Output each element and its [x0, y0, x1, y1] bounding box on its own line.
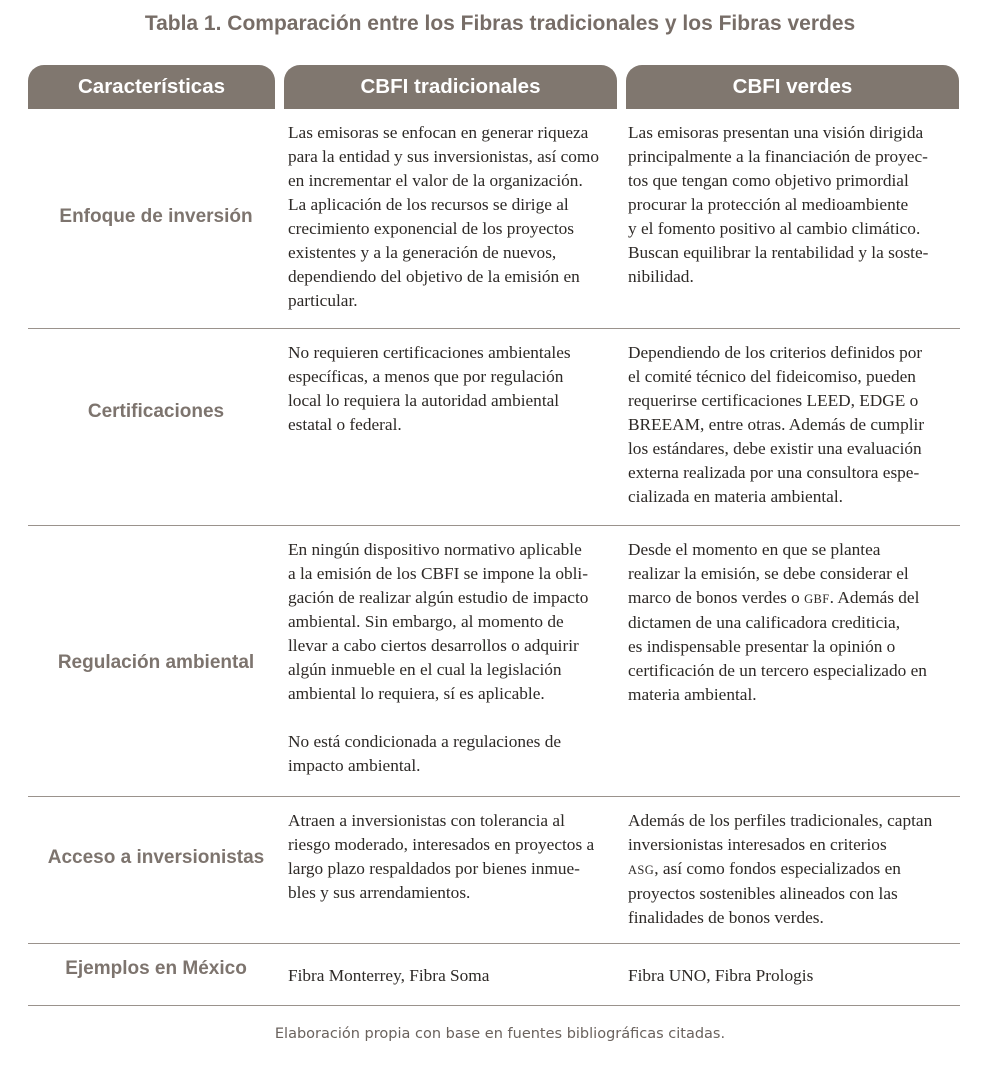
paragraph-gap	[288, 706, 618, 730]
text-line: específicas, a menos que por regulación	[288, 367, 564, 386]
cell-traditional-enfoque	[288, 121, 618, 313]
source-note: Elaboración propia con base en fuentes bibliográficas citadas.	[274, 1026, 726, 1042]
text-line: Fibra Monterrey, Fibra Soma	[288, 966, 490, 985]
header-cbfi-verdes: CBFI verdes	[626, 65, 959, 109]
text-line: tos que tengan como objetivo primordial	[628, 171, 909, 190]
text-line: llevar a cabo ciertos desarrollos o adquirir	[288, 636, 579, 655]
text-line: riesgo moderado, interesados en proyectos a	[288, 835, 595, 854]
row-label-acceso: Acceso a inversionistas	[47, 847, 265, 868]
text-line: No está condicionada a regulaciones de	[288, 732, 562, 751]
text-line: estatal o federal.	[288, 415, 402, 434]
cell-traditional-acceso	[288, 809, 618, 905]
text-line: particular.	[288, 291, 358, 310]
cell-green-enfoque	[628, 121, 958, 289]
text-line: procurar la protección al medioambiente	[628, 195, 909, 214]
cell-green-ejemplos	[628, 964, 958, 988]
text-line: No requieren certificaciones ambientales	[288, 343, 571, 362]
text-line: impacto ambiental.	[288, 756, 421, 775]
text-fragment: . Además del	[829, 588, 920, 607]
text-line: es indispensable presentar la opinión o	[628, 637, 896, 656]
text-line: los estándares, debe existir una evaluación	[628, 439, 922, 458]
table-row	[28, 797, 960, 944]
text-line: materia ambiental.	[628, 685, 757, 704]
text-line: nibilidad.	[628, 267, 694, 286]
row-label-certificaciones: Certificaciones	[87, 401, 225, 422]
text-line: Desde el momento en que se plantea	[628, 540, 881, 559]
text-line: en incrementar el valor de la organización.	[288, 171, 583, 190]
text-line: Las emisoras presentan una visión dirigida	[628, 123, 924, 142]
text-line: Buscan equilibrar la rentabilidad y la soste-	[628, 243, 929, 262]
text-line: para la entidad y sus inversionistas, así como	[288, 147, 599, 166]
text-line: Fibra UNO, Fibra Prologis	[628, 966, 814, 985]
table-row	[28, 944, 960, 1006]
acronym-asg: ASG	[628, 863, 655, 877]
text-line: bles y sus arrendamientos.	[288, 883, 471, 902]
text-line: algún inmueble en el cual la legislación	[288, 660, 562, 679]
text-line: ambiental lo requiera, sí es aplicable.	[288, 684, 545, 703]
text-line: externa realizada por una consultora espe-	[628, 463, 920, 482]
text-line: inversionistas interesados en criterios	[628, 835, 887, 854]
text-line	[628, 586, 958, 611]
text-line: Las emisoras se enfocan en generar riqueza	[288, 123, 589, 142]
text-line: Dependiendo de los criterios definidos por	[628, 343, 923, 362]
text-line: largo plazo respaldados por bienes inmue-	[288, 859, 580, 878]
table-row	[28, 109, 960, 329]
cell-green-regulacion	[628, 538, 958, 707]
text-line: local lo requiera la autoridad ambiental	[288, 391, 560, 410]
header-caracteristicas: Características	[28, 65, 275, 109]
acronym-gbf: GBF	[804, 592, 830, 606]
row-label-regulacion: Regulación ambiental	[57, 652, 255, 673]
text-line: principalmente a la financiación de proyec-	[628, 147, 928, 166]
table-row	[28, 329, 960, 526]
text-line: certificación de un tercero especializado en	[628, 661, 927, 680]
cell-green-certificaciones	[628, 341, 958, 509]
text-line: realizar la emisión, se debe considerar el	[628, 564, 909, 583]
table-row	[28, 526, 960, 797]
text-line: dictamen de una calificadora crediticia,	[628, 613, 901, 632]
text-line: En ningún dispositivo normativo aplicable	[288, 540, 582, 559]
text-line: y el fomento positivo al cambio climático.	[628, 219, 921, 238]
cell-traditional-certificaciones	[288, 341, 618, 437]
text-line: requerirse certificaciones LEED, EDGE o	[628, 391, 919, 410]
cell-traditional-regulacion	[288, 538, 618, 778]
text-line	[628, 857, 958, 882]
cell-green-acceso	[628, 809, 958, 930]
text-line: ambiental. Sin embargo, al momento de	[288, 612, 564, 631]
text-line: Además de los perfiles tradicionales, captan	[628, 811, 933, 830]
cell-traditional-ejemplos	[288, 964, 618, 988]
text-line: gación de realizar algún estudio de impacto	[288, 588, 589, 607]
text-line: proyectos sostenibles alineados con las	[628, 884, 898, 903]
text-fragment: , así como fondos especializados en	[654, 859, 901, 878]
row-label-enfoque: Enfoque de inversión	[59, 206, 253, 227]
text-line: el comité técnico del fideicomiso, pueden	[628, 367, 916, 386]
text-line: crecimiento exponencial de los proyectos	[288, 219, 574, 238]
header-cbfi-tradicionales: CBFI tradicionales	[284, 65, 617, 109]
text-fragment: marco de bonos verdes o	[628, 588, 805, 607]
text-line: dependiendo del objetivo de la emisión en	[288, 267, 580, 286]
text-line: a la emisión de los CBFI se impone la obli-	[288, 564, 588, 583]
text-line: BREEAM, entre otras. Además de cumplir	[628, 415, 925, 434]
text-line: cializada en materia ambiental.	[628, 487, 843, 506]
text-line: Atraen a inversionistas con tolerancia al	[288, 811, 565, 830]
table-title: Tabla 1. Comparación entre los Fibras tradicionales y los Fibras verdes	[144, 12, 856, 35]
text-line: finalidades de bonos verdes.	[628, 908, 824, 927]
row-label-ejemplos: Ejemplos en México	[65, 958, 247, 979]
text-line: La aplicación de los recursos se dirige al	[288, 195, 569, 214]
text-line: existentes y a la generación de nuevos,	[288, 243, 557, 262]
